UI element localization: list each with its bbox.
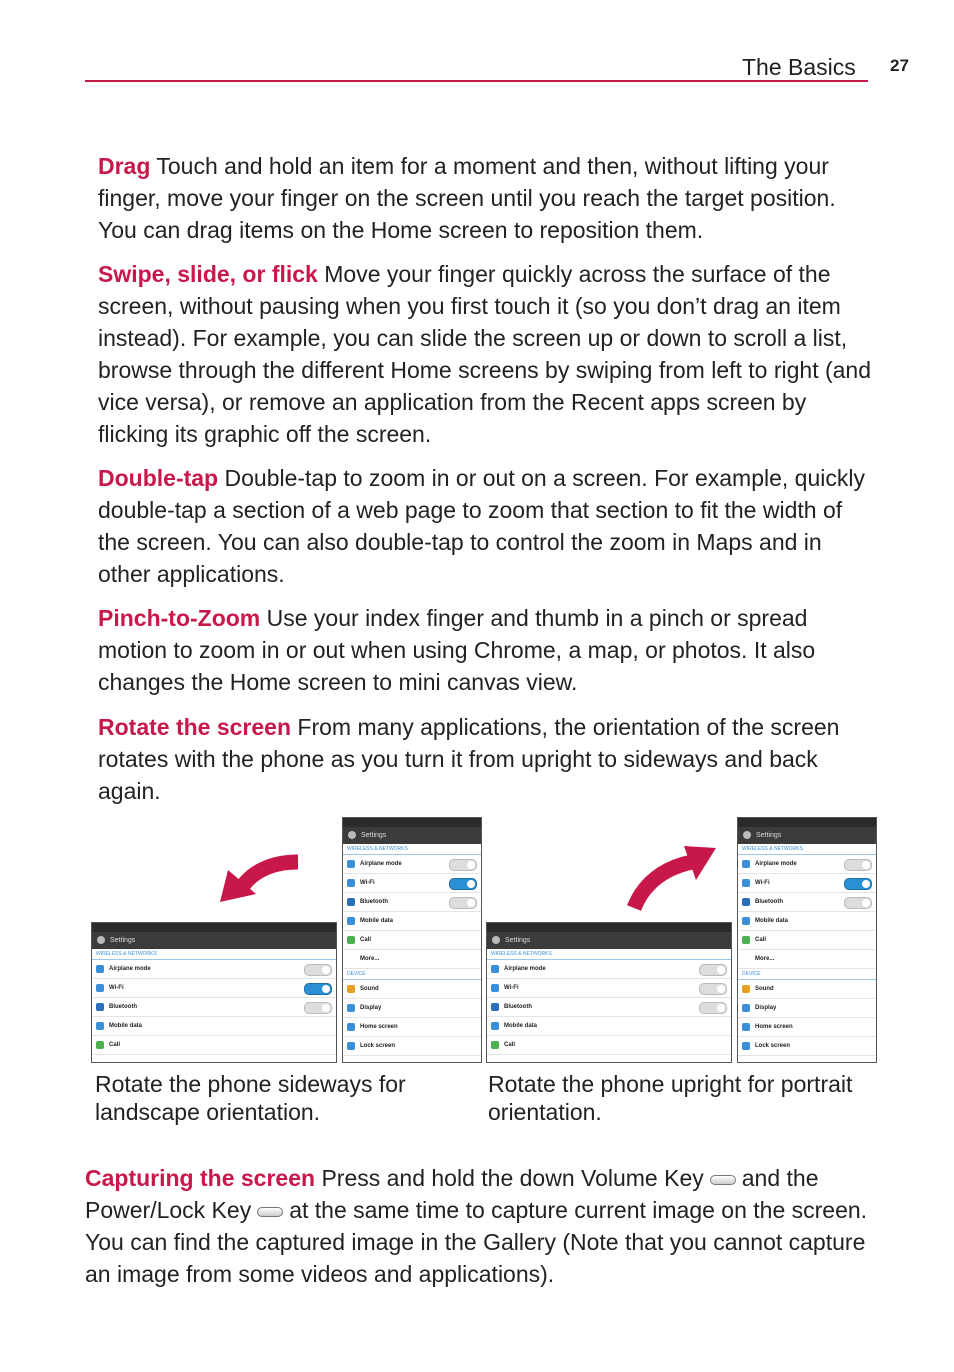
page-number: 27 xyxy=(890,56,909,75)
airplane-label: Airplane mode xyxy=(755,861,797,867)
airplane-toggle xyxy=(304,964,332,976)
capture-paragraph xyxy=(85,1162,875,1290)
settings-title: Settings xyxy=(738,827,876,844)
rotate-right-arrow-icon xyxy=(624,838,720,914)
more-label: More... xyxy=(755,956,775,962)
rotate-paragraph xyxy=(98,711,878,807)
mobile-data-label: Mobile data xyxy=(755,918,789,924)
capture-text-1: Press and hold the down xyxy=(321,1165,575,1191)
airplane-row xyxy=(92,960,336,979)
bluetooth-label: Bluetooth xyxy=(755,899,783,905)
sound-label: Sound xyxy=(360,986,379,992)
rotate-left-arrow-icon xyxy=(216,850,302,910)
airplane-label: Airplane mode xyxy=(504,966,546,972)
swipe-text: Move your finger quickly across the surface of the screen, without pausing when you first touch it (so you don’t drag an item instead). For example, you can slide the screen up or down to scroll a list, browse through the different Home screens by swiping from left to right (and vice versa), or remove an application from the Recent apps screen by flicking its graphic off the screen. xyxy=(98,261,872,447)
wireless-section-label: WIRELESS & NETWORKS xyxy=(487,949,731,960)
drag-term: Drag xyxy=(98,153,151,179)
pinch-paragraph xyxy=(98,602,878,698)
wifi-label: Wi-Fi xyxy=(109,985,124,991)
wifi-label: Wi-Fi xyxy=(755,880,770,886)
display-label: Display xyxy=(360,1005,382,1011)
swipe-paragraph xyxy=(98,258,878,450)
bluetooth-label: Bluetooth xyxy=(504,1004,532,1010)
section-title: The Basics xyxy=(742,54,856,80)
swipe-term: Swipe, slide, or flick xyxy=(98,261,318,287)
portrait-screenshot-1 xyxy=(342,817,482,1063)
home-screen-label: Home screen xyxy=(755,1024,793,1030)
double-tap-text: Double-tap to zoom in or out on a screen. For example, quickly double-tap a section of a web page to zoom that section to fit the width of the screen. You can also double-tap to control the zoom in Maps and in other applications. xyxy=(98,465,865,587)
call-label: Call xyxy=(504,1042,516,1048)
mobile-data-label: Mobile data xyxy=(360,918,394,924)
display-label: Display xyxy=(755,1005,777,1011)
volume-key-icon xyxy=(710,1175,736,1185)
capture-term: Capturing the screen xyxy=(85,1165,316,1191)
wifi-label: Wi-Fi xyxy=(360,880,375,886)
airplane-label: Airplane mode xyxy=(360,861,402,867)
bluetooth-toggle xyxy=(304,1002,332,1014)
device-section-label: DEVICE xyxy=(343,969,481,980)
wireless-section-label: WIRELESS & NETWORKS xyxy=(92,949,336,960)
device-section-label: DEVICE xyxy=(738,969,876,980)
pinch-text: Use your index finger and thumb in a pinch or spread motion to zoom in or out when using Chrome, a map, or photos. It also changes the Home screen to mini canvas view. xyxy=(98,605,816,695)
wireless-section-label: WIRELESS & NETWORKS xyxy=(343,844,481,855)
settings-title: Settings xyxy=(343,827,481,844)
double-tap-term: Double-tap xyxy=(98,465,219,491)
landscape-screenshot-1 xyxy=(91,922,337,1063)
drag-paragraph xyxy=(98,150,878,246)
more-label: More... xyxy=(360,956,380,962)
wifi-toggle xyxy=(449,878,477,890)
call-label: Call xyxy=(360,937,372,943)
wifi-toggle xyxy=(844,878,872,890)
airplane-toggle xyxy=(699,964,727,976)
power-key-label: Power/Lock Key xyxy=(85,1197,252,1223)
lock-screen-label: Lock screen xyxy=(755,1043,791,1049)
power-key-icon xyxy=(257,1207,283,1217)
rotate-term: Rotate the screen xyxy=(98,714,292,740)
landscape-caption: Rotate the phone sideways for landscape orientation. xyxy=(95,1071,406,1125)
bluetooth-label: Bluetooth xyxy=(360,899,388,905)
capture-text-2: and the xyxy=(741,1165,819,1191)
rotate-text: From many applications, the orientation of the screen rotates with the phone as you turn it from upright to sideways and back again. xyxy=(98,714,840,804)
capture-text-3: at the same time to capture current image on the screen. You can find the captured image in the Gallery (Note that you cannot capture an image from some videos and applications). xyxy=(85,1197,868,1287)
call-label: Call xyxy=(755,937,767,943)
mobile-data-label: Mobile data xyxy=(504,1023,538,1029)
settings-title: Settings xyxy=(487,932,731,949)
mobile-data-label: Mobile data xyxy=(109,1023,143,1029)
bluetooth-toggle xyxy=(699,1002,727,1014)
wifi-row xyxy=(92,979,336,998)
drag-text: Touch and hold an item for a moment and then, without lifting your finger, move your finger on the screen until you reach the target position. You can drag items on the Home screen to reposition them. xyxy=(98,153,836,243)
bluetooth-row xyxy=(92,998,336,1017)
landscape-screenshot-2 xyxy=(486,922,732,1063)
airplane-toggle xyxy=(844,859,872,871)
wireless-section-label: WIRELESS & NETWORKS xyxy=(738,844,876,855)
bluetooth-label: Bluetooth xyxy=(109,1004,137,1010)
bluetooth-toggle xyxy=(449,897,477,909)
wifi-label: Wi-Fi xyxy=(504,985,519,991)
settings-title: Settings xyxy=(92,932,336,949)
wifi-toggle xyxy=(304,983,332,995)
volume-key-label: Volume Key xyxy=(581,1165,704,1191)
header-divider xyxy=(85,80,868,82)
sound-label: Sound xyxy=(755,986,774,992)
mobile-data-row xyxy=(92,1017,336,1036)
portrait-caption: Rotate the phone upright for portrait orientation. xyxy=(488,1071,853,1125)
call-row xyxy=(92,1036,336,1055)
double-tap-paragraph xyxy=(98,462,878,590)
lock-screen-label: Lock screen xyxy=(360,1043,396,1049)
airplane-toggle xyxy=(449,859,477,871)
pinch-term: Pinch-to-Zoom xyxy=(98,605,261,631)
wifi-toggle xyxy=(699,983,727,995)
portrait-screenshot-2 xyxy=(737,817,877,1063)
bluetooth-toggle xyxy=(844,897,872,909)
home-screen-label: Home screen xyxy=(360,1024,398,1030)
airplane-label: Airplane mode xyxy=(109,966,151,972)
call-label: Call xyxy=(109,1042,121,1048)
